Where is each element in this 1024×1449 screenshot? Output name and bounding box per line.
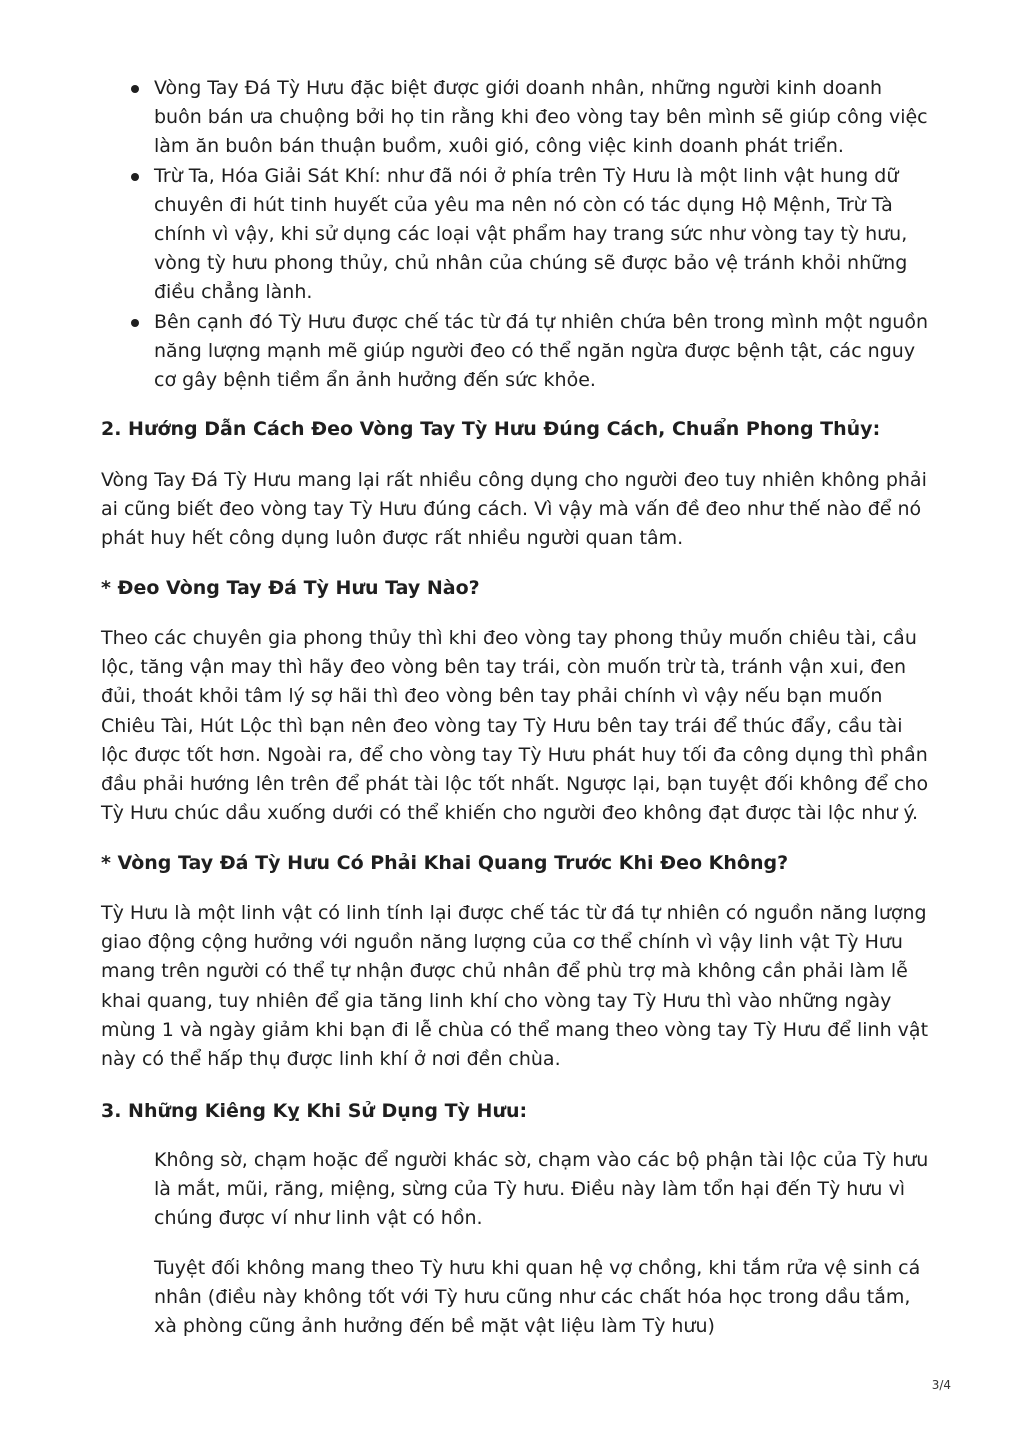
list-item-text: Bên cạnh đó Tỳ Hưu được chế tác từ đá tự nhiên chứa bên trong mình một nguồn năng lượng mạnh mẽ giúp người đeo có thể ngăn ngừa được bệnh tật, các nguy cơ gây bệnh tiềm ẩn ảnh hưởng đến sức khỏe.	[154, 310, 928, 392]
subsection-heading: * Vòng Tay Đá Tỳ Hưu Có Phải Khai Quang Trước Khi Đeo Không?	[101, 852, 789, 874]
list-item	[101, 308, 929, 396]
list-item	[101, 162, 929, 308]
benefits-list	[101, 74, 929, 395]
section-heading: 3. Những Kiêng Kỵ Khi Sử Dụng Tỳ Hưu:	[101, 1100, 528, 1122]
bullet-icon	[131, 319, 139, 327]
paragraph: Vòng Tay Đá Tỳ Hưu mang lại rất nhiều công dụng cho người đeo tuy nhiên không phải ai cũng biết đeo vòng tay Tỳ Hưu đúng cách. Vì vậy mà vấn đề đeo như thế nào để nó phát huy hết công dụng luôn được rất nhiều người quan tâm.	[101, 469, 927, 550]
section-heading: 2. Hướng Dẫn Cách Đeo Vòng Tay Tỳ Hưu Đúng Cách, Chuẩn Phong Thủy:	[101, 418, 881, 440]
list-item-text: Vòng Tay Đá Tỳ Hưu đặc biệt được giới doanh nhân, những người kinh doanh buôn bán ưa chuộng bởi họ tin rằng khi đeo vòng tay bên mình sẽ giúp công việc làm ăn buôn bán thuận buồm, xuôi gió, công việc kinh doanh phát triển.	[154, 77, 928, 158]
list-item	[101, 74, 929, 162]
page-number: 3/4	[931, 1378, 951, 1392]
bullet-icon	[131, 173, 139, 181]
list-item-text: Trừ Ta, Hóa Giải Sát Khí: như đã nói ở phía trên Tỳ Hưu là một linh vật hung dữ chuyên đi hút tinh huyết của yêu ma nên nó còn có tác dụng Hộ Mệnh, Trừ Tà chính vì vậy, khi sử dụng các loại vật phẩm hay trang sức như vòng tay tỳ hưu, vòng tỳ hưu phong thủy, chủ nhân của chúng sẽ được bảo vệ tránh khỏi những điều chẳng lành.	[154, 164, 908, 304]
indented-paragraph: Không sờ, chạm hoặc để người khác sờ, chạm vào các bộ phận tài lộc của Tỳ hưu là mắt, mũi, răng, miệng, sừng của Tỳ hưu. Điều này làm tổn hại đến Tỳ hưu vì chúng được ví như linh vật có hồn.	[154, 1149, 929, 1230]
subsection-heading: * Đeo Vòng Tay Đá Tỳ Hưu Tay Nào?	[101, 577, 480, 599]
indented-paragraph: Tuyệt đối không mang theo Tỳ hưu khi quan hệ vợ chồng, khi tắm rửa vệ sinh cá nhân (điều này không tốt với Tỳ hưu cũng như các chất hóa học trong dầu tắm, xà phòng cũng ảnh hưởng đến bề mặt vật liệu làm Tỳ hưu)	[154, 1257, 921, 1338]
paragraph: Theo các chuyên gia phong thủy thì khi đeo vòng tay phong thủy muốn chiêu tài, cầu lộc, tăng vận may thì hãy đeo vòng bên tay trái, còn muốn trừ tà, tránh vận xui, đen đủi, thoát khỏi tâm lý sợ hãi thì đeo vòng bên tay phải chính vì vậy nếu bạn muốn Chiêu Tài, Hút Lộc thì bạn nên đeo vòng tay Tỳ Hưu bên tay trái để thúc đẩy, cầu tài lộc được tốt hơn. Ngoài ra, để cho vòng tay Tỳ Hưu phát huy tối đa công dụng thì phần đầu phải hướng lên trên để phát tài lộc tốt nhất. Ngược lại, bạn tuyệt đối không để cho Tỳ Hưu chúc dầu xuống dưới có thể khiến cho người đeo không đạt được tài lộc như ý.	[101, 627, 929, 825]
bullet-icon	[131, 85, 139, 93]
paragraph: Tỳ Hưu là một linh vật có linh tính lại được chế tác từ đá tự nhiên có nguồn năng lượng giao động cộng hưởng với nguồn năng lượng của cơ thể chính vì vậy linh vật Tỳ Hưu mang trên người có thể tự nhận được chủ nhân để phù trợ mà không cần phải làm lễ khai quang, tuy nhiên để gia tăng linh khí cho vòng tay Tỳ Hưu thì vào những ngày mùng 1 và ngày giảm khi bạn đi lễ chùa có thể mang theo vòng tay Tỳ Hưu để linh vật này có thể hấp thụ được linh khí ở nơi đền chùa.	[101, 902, 929, 1071]
